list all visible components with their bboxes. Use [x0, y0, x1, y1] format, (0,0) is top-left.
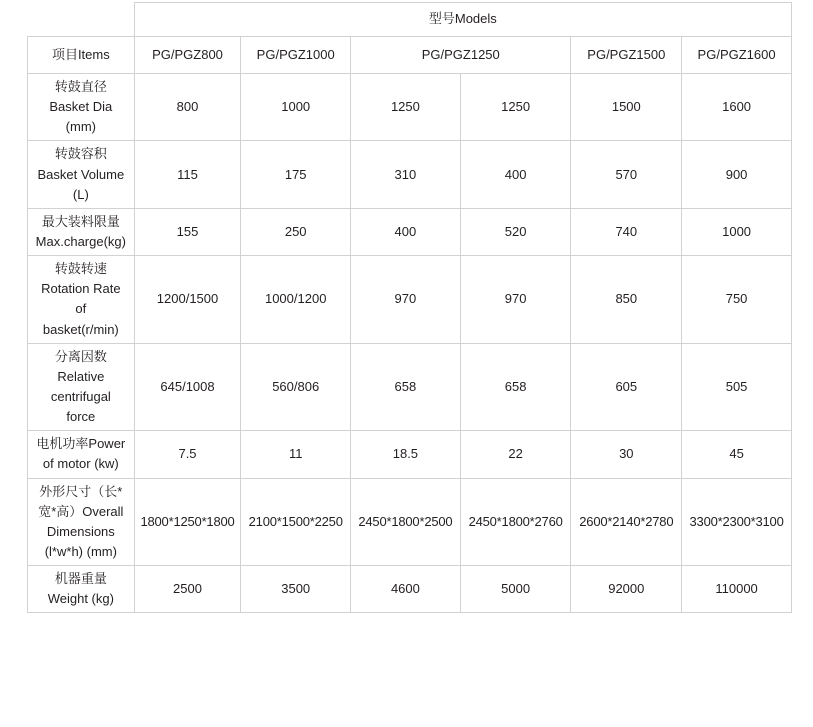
row-label-relative-centrifugal-force [28, 343, 135, 431]
row-label-rotation-rate [28, 256, 135, 344]
table-row [28, 208, 792, 255]
items-header-cell: 项目Items [28, 37, 135, 74]
cell-value: 400 [460, 141, 571, 208]
cell-value: 1000/1200 [241, 256, 351, 344]
label-line: Basket Volume [37, 166, 125, 182]
label-line: 转鼓转速 [54, 261, 107, 277]
row-label-weight [28, 566, 135, 613]
cell-value: 2450*1800*2760 [460, 478, 571, 566]
cell-value: 1000 [241, 74, 351, 141]
cell-value: 400 [351, 208, 461, 255]
cell-value: 115 [134, 141, 241, 208]
specification-table [27, 2, 792, 613]
model-header-1600: PG/PGZ1600 [682, 37, 792, 74]
label-line: 宽*高）Overall [38, 503, 124, 519]
label-line: 机器重量 [54, 571, 107, 587]
cell-value: 45 [682, 431, 792, 478]
label-line: Rotation Rate [41, 281, 121, 297]
cell-value: 1250 [460, 74, 571, 141]
cell-value: 3300*2300*3100 [682, 478, 792, 566]
cell-value: 3500 [241, 566, 351, 613]
cell-value: 505 [682, 343, 792, 431]
label-line: 外形尺寸（长* [39, 483, 123, 499]
cell-value: 155 [134, 208, 241, 255]
row-label-max-charge [28, 208, 135, 255]
model-header-800: PG/PGZ800 [134, 37, 241, 74]
models-header-cell: 型号Models [134, 3, 791, 37]
cell-value: 310 [351, 141, 461, 208]
label-line: of motor (kw) [42, 456, 119, 472]
label-line: (mm) [65, 119, 96, 135]
cell-value: 570 [571, 141, 682, 208]
cell-value: 970 [460, 256, 571, 344]
cell-value: 1500 [571, 74, 682, 141]
cell-value: 900 [682, 141, 792, 208]
label-line: basket(r/min) [42, 321, 119, 337]
label-line: 转鼓直径 [54, 79, 107, 94]
cell-value: 2600*2140*2780 [571, 478, 682, 566]
label-line: force [66, 409, 96, 425]
table-row [28, 141, 792, 208]
table-row [28, 343, 792, 431]
label-line: centrifugal [50, 388, 111, 404]
cell-value: 30 [571, 431, 682, 478]
label-line: (l*w*h) (mm) [44, 543, 117, 559]
cell-value: 175 [241, 141, 351, 208]
cell-value: 2100*1500*2250 [241, 478, 351, 566]
corner-cell [28, 3, 135, 37]
cell-value: 2450*1800*2500 [351, 478, 461, 566]
cell-value: 1800*1250*1800 [134, 478, 241, 566]
row-label-motor-power [28, 431, 135, 478]
label-line: Basket Dia [49, 99, 113, 115]
cell-value: 560/806 [241, 343, 351, 431]
label-line: Max.charge(kg) [35, 233, 126, 249]
cell-value: 658 [460, 343, 571, 431]
label-line: Weight (kg) [47, 591, 114, 607]
label-line: Dimensions [46, 523, 115, 539]
cell-value: 2500 [134, 566, 241, 613]
table-row [28, 74, 792, 141]
cell-value: 750 [682, 256, 792, 344]
cell-value: 645/1008 [134, 343, 241, 431]
table-row [28, 256, 792, 344]
cell-value: 800 [134, 74, 241, 141]
label-line: Relative [57, 368, 105, 384]
table-row [28, 478, 792, 566]
cell-value: 1000 [682, 208, 792, 255]
label-line: 最大装料限量 [41, 213, 120, 229]
model-header-1500: PG/PGZ1500 [571, 37, 682, 74]
row-label-overall-dimensions [28, 478, 135, 566]
cell-value: 250 [241, 208, 351, 255]
cell-value: 520 [460, 208, 571, 255]
cell-value: 18.5 [351, 431, 461, 478]
cell-value: 4600 [351, 566, 461, 613]
table-row [28, 566, 792, 613]
cell-value: 92000 [571, 566, 682, 613]
label-line: 电机功率Power [36, 436, 126, 452]
model-header-1250: PG/PGZ1250 [351, 37, 571, 74]
row-label-basket-dia [28, 74, 135, 141]
cell-value: 22 [460, 431, 571, 478]
cell-value: 11 [241, 431, 351, 478]
cell-value: 970 [351, 256, 461, 344]
label-line: of [75, 301, 87, 317]
cell-value: 850 [571, 256, 682, 344]
model-header-1000: PG/PGZ1000 [241, 37, 351, 74]
table-row [28, 431, 792, 478]
cell-value: 7.5 [134, 431, 241, 478]
cell-value: 605 [571, 343, 682, 431]
cell-value: 1250 [351, 74, 461, 141]
cell-value: 1600 [682, 74, 792, 141]
cell-value: 740 [571, 208, 682, 255]
cell-value: 110000 [682, 566, 792, 613]
row-label-basket-volume [28, 141, 135, 208]
label-line: 转鼓容积 [54, 146, 107, 162]
label-line: 分离因数 [54, 348, 107, 364]
table-row-column-headers [28, 37, 792, 74]
cell-value: 1200/1500 [134, 256, 241, 344]
cell-value: 658 [351, 343, 461, 431]
cell-value: 5000 [460, 566, 571, 613]
table-row-models-header [28, 3, 792, 37]
label-line: (L) [72, 186, 89, 202]
